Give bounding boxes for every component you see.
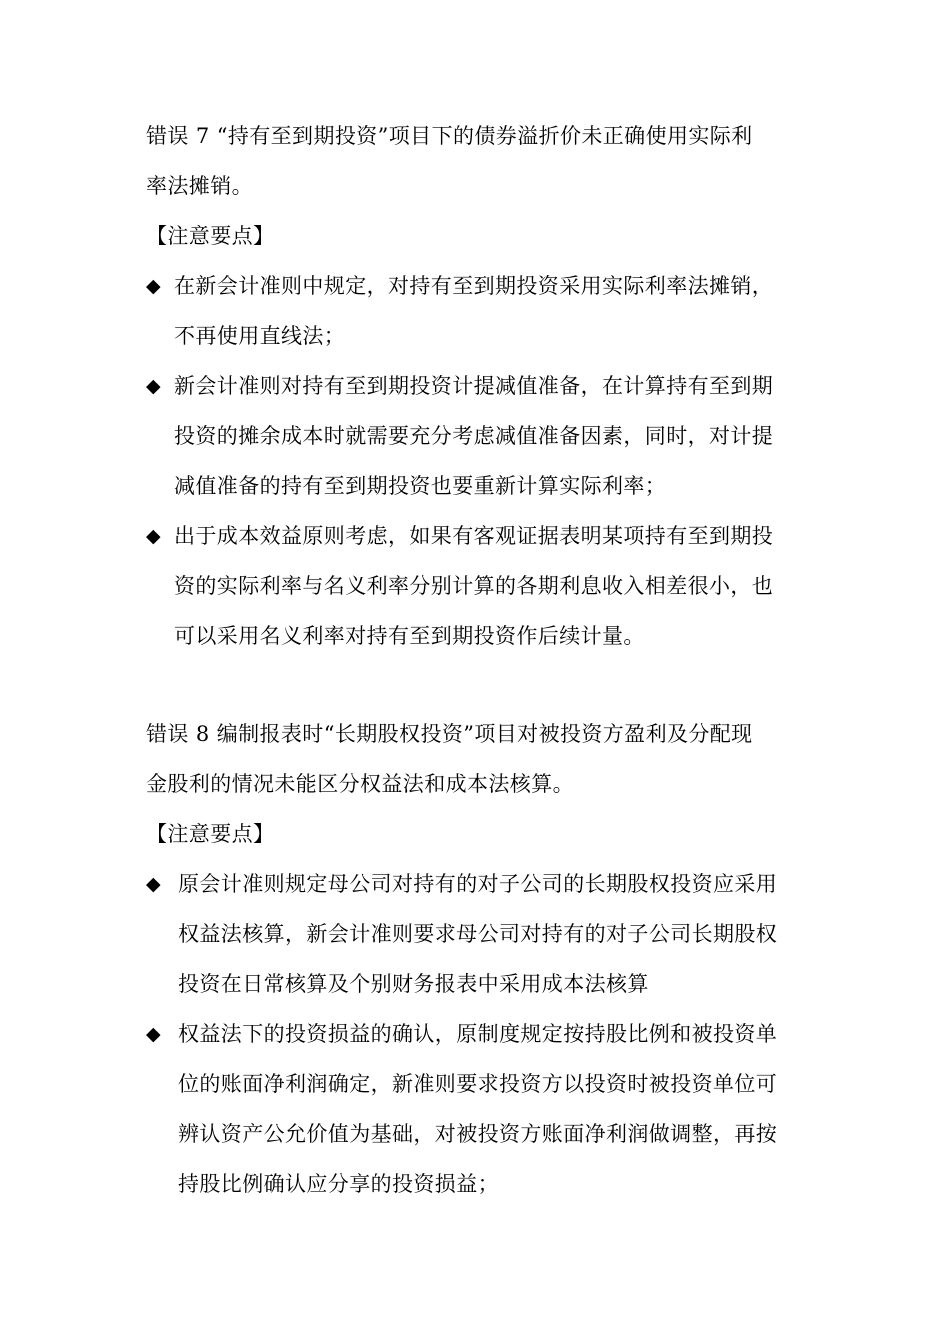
section8-bullet2-line4: 持股比例确认应分享的投资损益；	[178, 1172, 499, 1196]
section7-bullet2-line3: 减值准备的持有至到期投资也要重新计算实际利率；	[174, 474, 667, 498]
bullet-diamond-icon: ◆	[146, 375, 161, 397]
section7-notes-label: 【注意要点】	[146, 224, 275, 248]
section8-heading-line1: 错误 8 编制报表时“长期股权投资”项目对被投资方盈利及分配现	[146, 722, 753, 746]
bullet-diamond-icon: ◆	[146, 525, 161, 547]
section7-heading-line1: 错误 7 “持有至到期投资”项目下的债券溢折价未正确使用实际利	[146, 124, 753, 148]
section7-bullet3-line2: 资的实际利率与名义利率分别计算的各期利息收入相差很小，也	[174, 574, 774, 598]
section8-bullet2-line2: 位的账面净利润确定，新准则要求投资方以投资时被投资单位可	[178, 1072, 778, 1096]
bullet-diamond-icon: ◆	[146, 275, 161, 297]
section8-bullet1-line2: 权益法核算，新会计准则要求母公司对持有的对子公司长期股权	[178, 922, 778, 946]
section8-bullet1-line3: 投资在日常核算及个别财务报表中采用成本法核算	[178, 972, 649, 996]
section7-bullet2-line2: 投资的摊余成本时就需要充分考虑减值准备因素，同时，对计提	[174, 424, 774, 448]
section8-bullet2-line3: 辨认资产公允价值为基础，对被投资方账面净利润做调整，再按	[178, 1122, 778, 1146]
section7-bullet3-line3: 可以采用名义利率对持有至到期投资作后续计量。	[174, 624, 645, 648]
section7-bullet2-line1: 新会计准则对持有至到期投资计提减值准备，在计算持有至到期	[174, 374, 774, 398]
section7-heading-line2: 率法摊销。	[146, 174, 253, 198]
section8-bullet2-line1: 权益法下的投资损益的确认，原制度规定按持股比例和被投资单	[178, 1022, 778, 1046]
section8-bullet1-line1: 原会计准则规定母公司对持有的对子公司的长期股权投资应采用	[178, 872, 778, 896]
section8-notes-label: 【注意要点】	[146, 822, 275, 846]
section7-bullet1-line2: 不再使用直线法；	[174, 324, 346, 348]
section7-bullet3-line1: 出于成本效益原则考虑，如果有客观证据表明某项持有至到期投	[174, 524, 774, 548]
bullet-diamond-icon: ◆	[146, 873, 161, 895]
bullet-diamond-icon: ◆	[146, 1023, 161, 1045]
section7-bullet1-line1: 在新会计准则中规定，对持有至到期投资采用实际利率法摊销，	[174, 274, 774, 298]
section8-heading-line2: 金股利的情况未能区分权益法和成本法核算。	[146, 772, 574, 796]
